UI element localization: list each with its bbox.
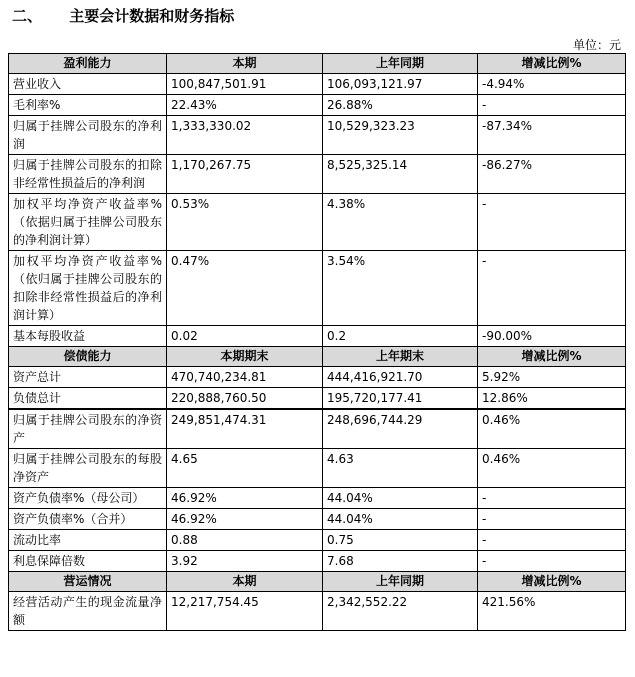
prior-value: 2,342,552.22 <box>323 592 478 631</box>
prior-value: 0.75 <box>323 530 478 551</box>
table-row <box>9 509 626 530</box>
table-row <box>9 488 626 509</box>
indicator-name: 毛利率% <box>9 95 167 116</box>
column-header: 偿债能力 <box>9 347 167 367</box>
indicator-name: 营业收入 <box>9 74 167 95</box>
indicator-name: 归属于挂牌公司股东的扣除非经常性损益后的净利润 <box>9 155 167 194</box>
current-value: 12,217,754.45 <box>167 592 323 631</box>
current-value: 46.92% <box>167 509 323 530</box>
section-header-row <box>9 572 626 592</box>
column-header: 增减比例% <box>478 572 626 592</box>
prior-value: 4.38% <box>323 194 478 251</box>
table-row <box>9 74 626 95</box>
table-row <box>9 326 626 347</box>
current-value: 0.53% <box>167 194 323 251</box>
unit-note: 单位：元 <box>572 38 621 52</box>
column-header: 盈利能力 <box>9 54 167 74</box>
current-value: 470,740,234.81 <box>167 367 323 388</box>
section-heading <box>12 5 234 26</box>
table-row <box>9 251 626 326</box>
indicator-name: 归属于挂牌公司股东的每股净资产 <box>9 449 167 488</box>
change-pct: -90.00% <box>478 326 626 347</box>
current-value: 3.92 <box>167 551 323 572</box>
table-row <box>9 194 626 251</box>
table-row <box>9 155 626 194</box>
current-value: 0.02 <box>167 326 323 347</box>
prior-value: 248,696,744.29 <box>323 409 478 449</box>
change-pct: -4.94% <box>478 74 626 95</box>
change-pct: 12.86% <box>478 388 626 410</box>
current-value: 4.65 <box>167 449 323 488</box>
indicator-name: 归属于挂牌公司股东的净资产 <box>9 409 167 449</box>
indicator-name: 基本每股收益 <box>9 326 167 347</box>
column-header: 上年同期 <box>323 54 478 74</box>
prior-value: 4.63 <box>323 449 478 488</box>
table-row <box>9 551 626 572</box>
current-value: 0.47% <box>167 251 323 326</box>
change-pct: - <box>478 194 626 251</box>
column-header: 增减比例% <box>478 347 626 367</box>
change-pct: 421.56% <box>478 592 626 631</box>
current-value: 100,847,501.91 <box>167 74 323 95</box>
table-row <box>9 95 626 116</box>
indicator-name: 资产负债率%（母公司） <box>9 488 167 509</box>
indicator-name: 归属于挂牌公司股东的净利润 <box>9 116 167 155</box>
current-value: 1,170,267.75 <box>167 155 323 194</box>
column-header: 上年同期 <box>323 572 478 592</box>
indicator-name: 流动比率 <box>9 530 167 551</box>
indicator-name: 经营活动产生的现金流量净额 <box>9 592 167 631</box>
prior-value: 44.04% <box>323 509 478 530</box>
current-value: 22.43% <box>167 95 323 116</box>
indicator-name: 负债总计 <box>9 388 167 410</box>
column-header: 本期 <box>167 54 323 74</box>
change-pct: 0.46% <box>478 409 626 449</box>
change-pct: 0.46% <box>478 449 626 488</box>
current-value: 220,888,760.50 <box>167 388 323 410</box>
change-pct: - <box>478 509 626 530</box>
change-pct: - <box>478 95 626 116</box>
current-value: 46.92% <box>167 488 323 509</box>
table-row <box>9 116 626 155</box>
indicator-name: 加权平均净资产收益率%（依据归属于挂牌公司股东的净利润计算） <box>9 194 167 251</box>
column-header: 营运情况 <box>9 572 167 592</box>
change-pct: 5.92% <box>478 367 626 388</box>
table-row <box>9 592 626 631</box>
prior-value: 3.54% <box>323 251 478 326</box>
prior-value: 0.2 <box>323 326 478 347</box>
prior-value: 44.04% <box>323 488 478 509</box>
prior-value: 10,529,323.23 <box>323 116 478 155</box>
column-header: 增减比例% <box>478 54 626 74</box>
change-pct: - <box>478 551 626 572</box>
section-title: 主要会计数据和财务指标 <box>69 7 235 25</box>
table-row <box>9 388 626 410</box>
change-pct: -86.27% <box>478 155 626 194</box>
change-pct: - <box>478 488 626 509</box>
change-pct: - <box>478 251 626 326</box>
indicator-name: 加权平均净资产收益率%（依归属于挂牌公司股东的扣除非经常性损益后的净利润计算） <box>9 251 167 326</box>
table-row <box>9 367 626 388</box>
indicator-name: 利息保障倍数 <box>9 551 167 572</box>
table-row <box>9 530 626 551</box>
current-value: 0.88 <box>167 530 323 551</box>
section-number: 二、 <box>12 7 43 25</box>
column-header: 本期 <box>167 572 323 592</box>
section-header-row <box>9 347 626 367</box>
prior-value: 444,416,921.70 <box>323 367 478 388</box>
prior-value: 26.88% <box>323 95 478 116</box>
indicator-name: 资产总计 <box>9 367 167 388</box>
prior-value: 8,525,325.14 <box>323 155 478 194</box>
column-header: 上年期末 <box>323 347 478 367</box>
prior-value: 195,720,177.41 <box>323 388 478 410</box>
current-value: 1,333,330.02 <box>167 116 323 155</box>
table-row <box>9 409 626 449</box>
section-header-row <box>9 54 626 74</box>
column-header: 本期期末 <box>167 347 323 367</box>
change-pct: -87.34% <box>478 116 626 155</box>
prior-value: 7.68 <box>323 551 478 572</box>
financial-indicators-table <box>8 53 626 631</box>
current-value: 249,851,474.31 <box>167 409 323 449</box>
change-pct: - <box>478 530 626 551</box>
prior-value: 106,093,121.97 <box>323 74 478 95</box>
indicator-name: 资产负债率%（合并） <box>9 509 167 530</box>
table-row <box>9 449 626 488</box>
